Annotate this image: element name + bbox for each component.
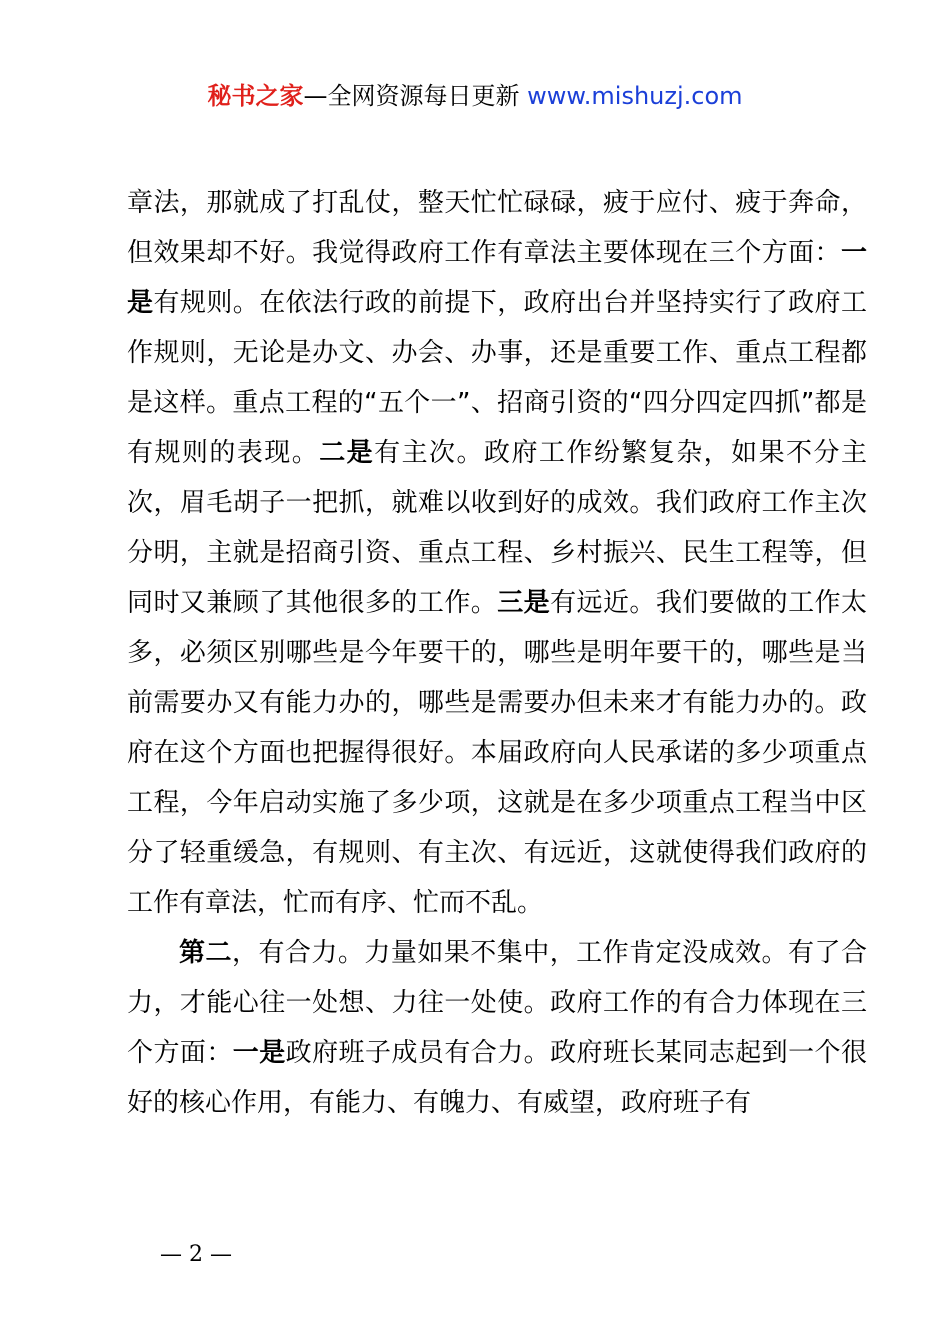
document-body — [127, 178, 867, 1128]
paragraph-2-text-1: ，有合力。力量如果不集中，工作肯定没成效。有了合力，才能心往一处想、力往一处使。政府工作的有合力体现在三个方面： — [127, 938, 867, 1068]
header-slogan: —全网资源每日更新 — [303, 82, 520, 110]
paragraph-2-bold-1: 第二 — [179, 938, 232, 968]
paragraph-1-text-1: 章法，那就成了打乱仗，整天忙忙碌碌，疲于应付、疲于奔命，但效果却不好。我觉得政府工作有章法主要体现在三个方面： — [127, 188, 867, 268]
paragraph-2-text-2: 政府班子成员有合力。政府班长某同志起到一个很好的核心作用，有能力、有魄力、有威望，政府班子有 — [127, 1038, 867, 1118]
page-number: — 2 — — [160, 1242, 232, 1267]
header-url-link[interactable]: www.mishuzj.com — [527, 82, 743, 110]
paragraph-2-bold-2: 一是 — [232, 1038, 286, 1068]
paragraph-2 — [127, 928, 867, 1128]
paragraph-1-text-4: 有远近。我们要做的工作太多，必须区别哪些是今年要干的，哪些是明年要干的，哪些是当前需要办又有能力办的，哪些是需要办但未来才有能力办的。政府在这个方面也把握得很好。本届政府向人民承诺的多少项重点工程，今年启动实施了多少项，这就是在多少项重点工程当中区分了轻重缓急，有规则、有主次、有远近，这就使得我们政府的工作有章法，忙而有序、忙而不乱。 — [127, 588, 867, 918]
paragraph-1 — [127, 178, 867, 928]
paragraph-1-bold-2: 二是 — [319, 438, 375, 468]
paragraph-1-bold-3: 三是 — [497, 588, 551, 618]
page-header — [0, 80, 950, 112]
header-brand: 秘书之家 — [207, 82, 304, 110]
paragraph-1-text-2: 有规则。在依法行政的前提下，政府出台并坚持实行了政府工作规则，无论是办文、办会、办事，还是重要工作、重点工程都是这样。重点工程的“五个一”、招商引资的“四分四定四抓”都是有规则的表现。 — [127, 288, 867, 468]
paragraph-1-text-3: 有主次。政府工作纷繁复杂，如果不分主次，眉毛胡子一把抓，就难以收到好的成效。我们政府工作主次分明，主就是招商引资、重点工程、乡村振兴、民生工程等，但同时又兼顾了其他很多的工作。 — [127, 438, 867, 618]
paragraph-1-bold-1: 一是 — [127, 238, 867, 318]
